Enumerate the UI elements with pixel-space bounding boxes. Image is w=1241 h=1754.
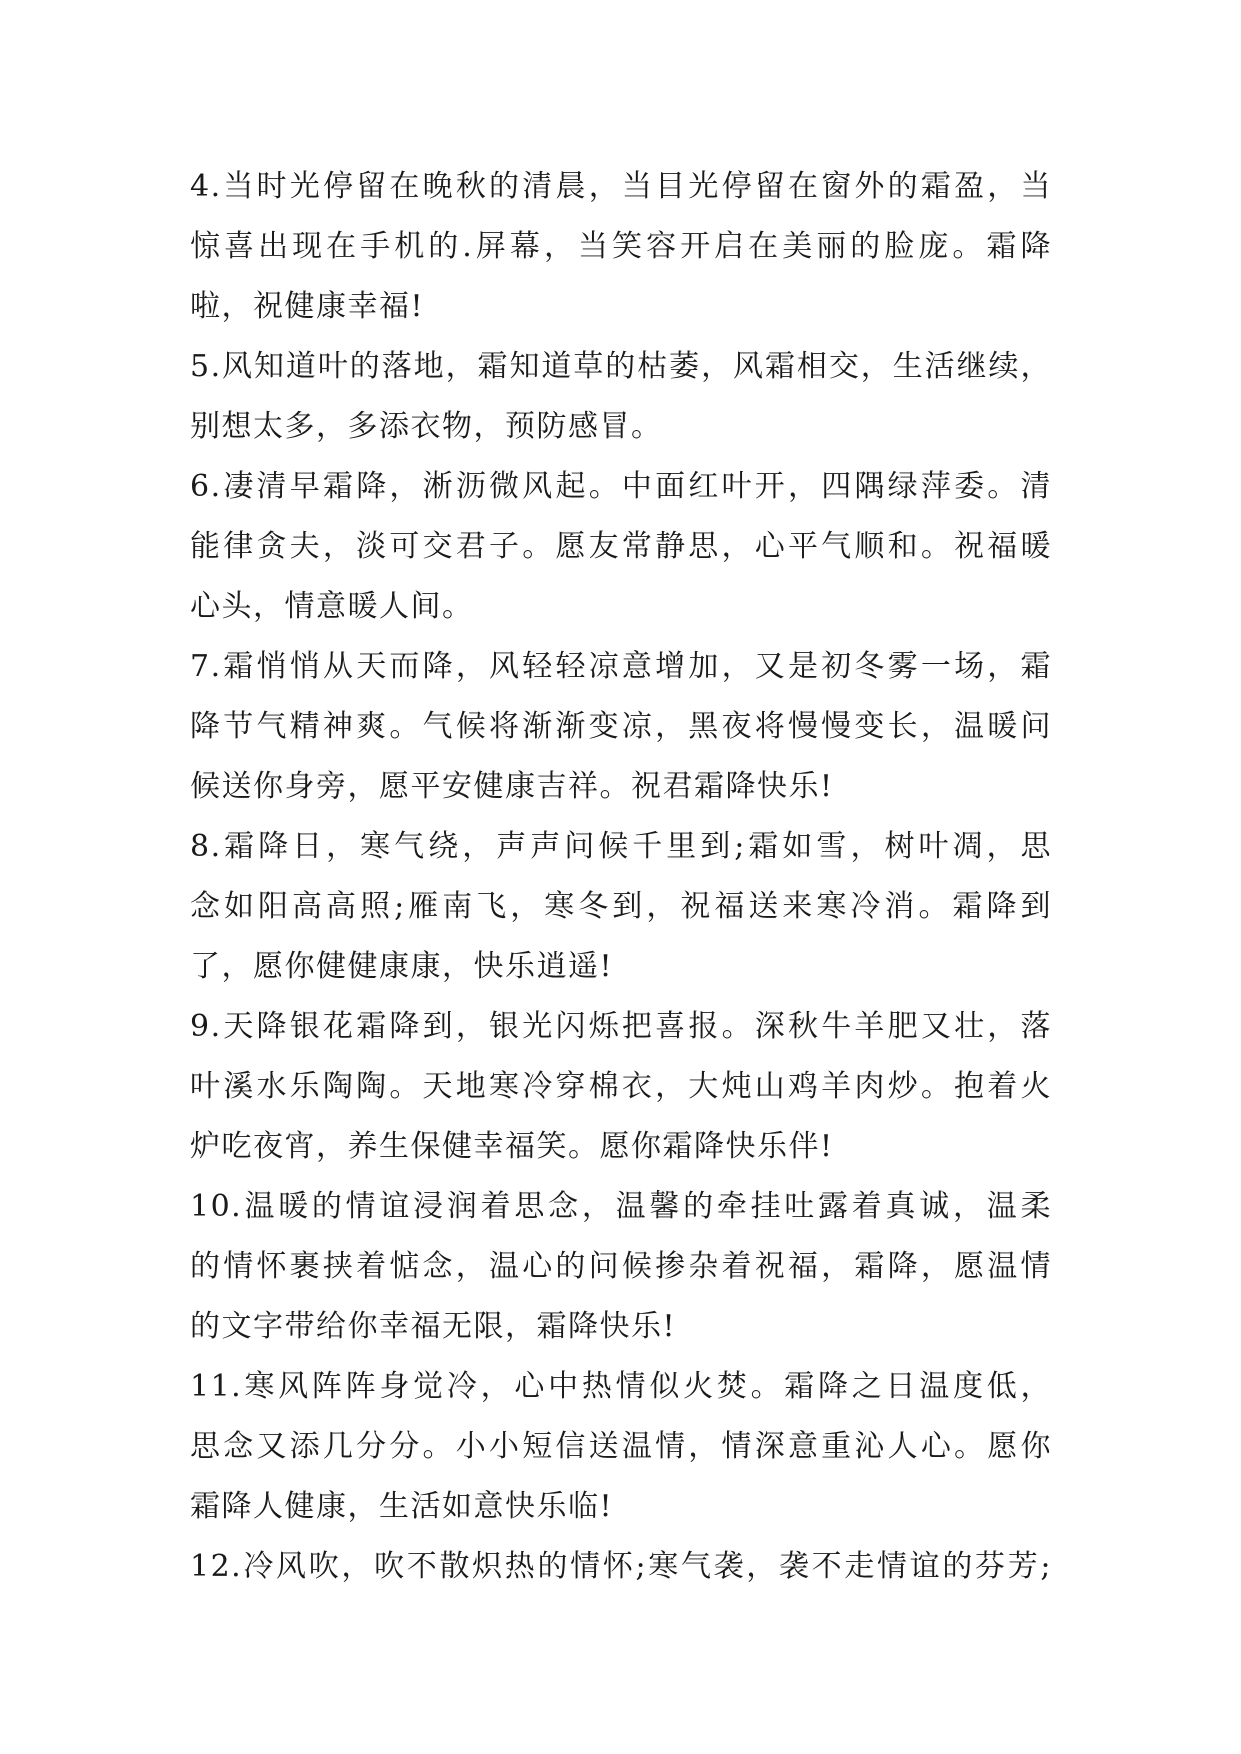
text-line: 心头，情意暖人间。	[190, 589, 474, 624]
text-line: 降节气精神爽。气候将渐渐变凉，黑夜将慢慢变长，温暖问	[190, 709, 1052, 744]
text-line: 思念又添几分分。小小短信送温情，情深意重沁人心。愿你	[190, 1429, 1052, 1464]
text-line: 叶溪水乐陶陶。天地寒冷穿棉衣，大炖山鸡羊肉炒。抱着火	[190, 1069, 1052, 1104]
text-line: 炉吃夜宵，养生保健幸福笑。愿你霜降快乐伴!	[190, 1129, 834, 1164]
text-line: 7.霜悄悄从天而降，风轻轻凉意增加，又是初冬雾一场，霜	[190, 649, 1052, 684]
text-line: 4.当时光停留在晚秋的清晨，当目光停留在窗外的霜盈，当	[190, 169, 1052, 204]
text-line: 念如阳高高照;雁南飞，寒冬到，祝福送来寒冷消。霜降到	[190, 889, 1052, 924]
text-line: 9.天降银花霜降到，银光闪烁把喜报。深秋牛羊肥又壮，落	[190, 1009, 1052, 1044]
text-line: 6.凄清早霜降，淅沥微风起。中面红叶开，四隅绿萍委。清	[190, 469, 1052, 504]
text-line: 的情怀裹挟着惦念，温心的问候掺杂着祝福，霜降，愿温情	[190, 1249, 1052, 1284]
text-line: 能律贪夫，淡可交君子。愿友常静思，心平气顺和。祝福暖	[190, 529, 1052, 564]
text-line: 惊喜出现在手机的.屏幕，当笑容开启在美丽的脸庞。霜降	[190, 229, 1052, 264]
text-line: 8.霜降日，寒气绕，声声问候千里到;霜如雪，树叶凋，思	[190, 829, 1052, 864]
text-line: 的文字带给你幸福无限，霜降快乐!	[190, 1309, 677, 1344]
text-line: 12.冷风吹，吹不散炽热的情怀;寒气袭，袭不走情谊的芬芳;	[190, 1549, 1052, 1584]
document-body	[190, 157, 1052, 1597]
text-line: 别想太多，多添衣物，预防感冒。	[190, 409, 663, 444]
text-line: 霜降人健康，生活如意快乐临!	[190, 1489, 614, 1524]
text-line: 啦，祝健康幸福!	[190, 289, 425, 324]
text-line: 候送你身旁，愿平安健康吉祥。祝君霜降快乐!	[190, 769, 834, 804]
text-line: 10.温暖的情谊浸润着思念，温馨的牵挂吐露着真诚，温柔	[190, 1189, 1052, 1224]
text-line: 5.风知道叶的落地，霜知道草的枯萎，风霜相交，生活继续，	[190, 349, 1052, 384]
text-line: 11.寒风阵阵身觉冷，心中热情似火焚。霜降之日温度低，	[190, 1369, 1052, 1404]
text-line: 了，愿你健健康康，快乐逍遥!	[190, 949, 614, 984]
